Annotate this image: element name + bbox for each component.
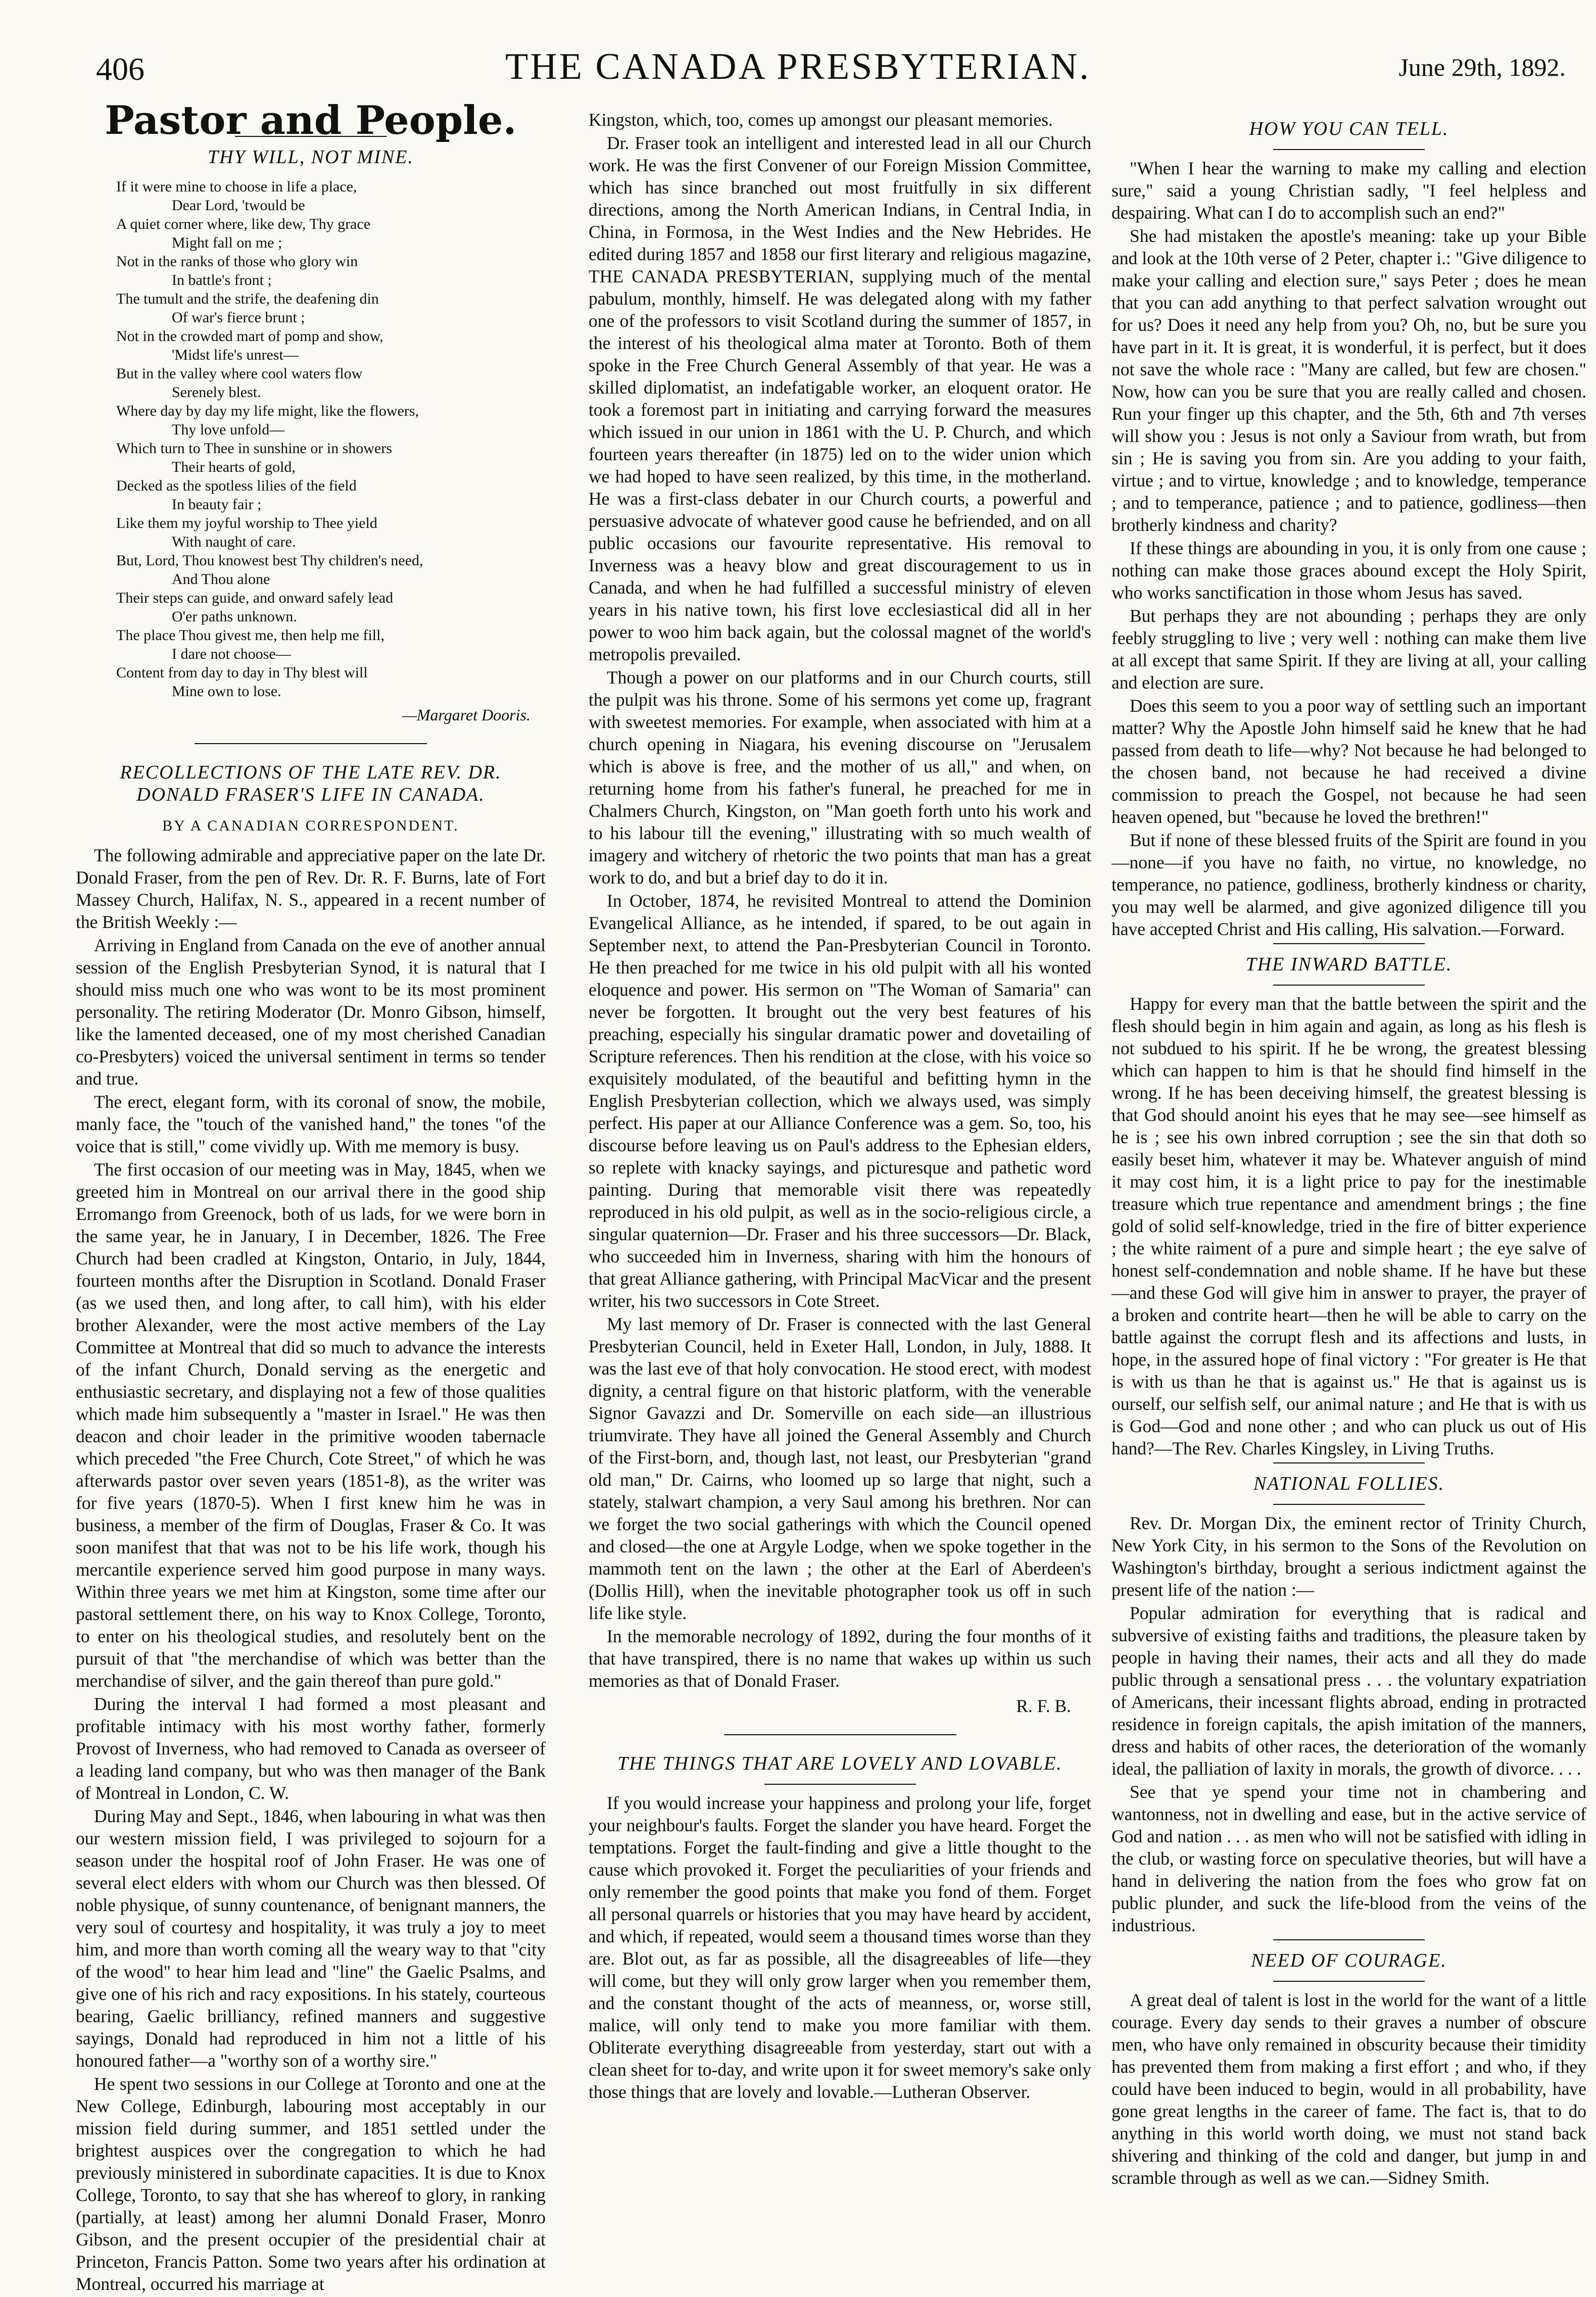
paragraph: If these things are abounding in you, it is only from one cause ; nothing can make those graces abound except the Holy Spirit, who works sanctification in those whom Jesus has saved. xyxy=(1111,538,1586,603)
poem-line: With naught of care. xyxy=(172,533,296,550)
poem-line: But, Lord, Thou knowest best Thy children's need, xyxy=(116,552,423,569)
article-signature: R. F. B. xyxy=(1016,1696,1071,1716)
paragraph: During the interval I had formed a most pleasant and profitable intimacy with his most worthy father, formerly Provost of Inverness, who had removed to Canada as overseer of a leading land company, but who was then manager of the Bank of Montreal in London, C. W. xyxy=(76,1694,546,1803)
paragraph: The first occasion of our meeting was in May, 1845, when we greeted him in Montreal on our arrival there in the good ship Erromango from Greenock, both of us lads, for we were born in the same year, he in January, I in December, 1826. The Free Church had been cradled at Kingston, Ontario, in July, 1844, fourteen months after the Disruption in Scotland. Donald Fraser (as we used then, and long after, to call him), with his elder brother Alexander, were the most active members of the Lay Committee at Montreal that did so much to advance the interests of the infant Church, Donald serving as the energetic and enthusiastic secretary, and displaying not a few of those qualities which made him subsequently a "master in Israel." He was then deacon and choir leader in the primitive wooden tabernacle which preceded "the Free Church, Cote Street," of which he was afterwards pastor over seven years (1851-8), as the writer was for five years (1870-5). When I first knew him he was in business, a member of the firm of Douglas, Fraser & Co. It was soon manifest that that was not to be his life work, though his mercantile experience served him good purpose in many ways. Within three years we met him at Kingston, some time after our pastoral settlement there, on his way to Knox College, Toronto, to enter on his theological studies, and resolutely bent on the pursuit of that "the merchandise of which was better than the merchandise of silver, and the gain thereof than pure gold." xyxy=(76,1159,546,1691)
paragraph: Happy for every man that the battle between the spirit and the flesh should begin in him again and again, as long as his flesh is not subdued to his spirit. If he be wrong, the greatest blessing which can happen to him is that he should find himself in the wrong. If he has been deceiving himself, the greatest blessing is that God should anoint his eyes that he may see—see himself as he is ; see his own inbred corruption ; see the sin that doth so easily beset him, whatever it may be. Whatever anguish of mind it may cost him, it is a light price to pay for the inestimable treasure which true repentance and amendment brings ; the fine gold of solid self-knowledge, tried in the fire of bitter experience ; the white raiment of a pure and simple heart ; the eye salve of honest self-condemnation and noble shame. If he have but these—and these God will give him in answer to prayer, the prayer of a broken and contrite heart—then he will be able to carry on the battle against the corrupt flesh and its affections and lusts, in hope, in the assured hope of final victory : "For greater is He that is with us than he that is against us." He that is against us is ourself, our selfish self, our animal nature ; and He that is with us is God—God and none other ; and who can pluck us out of His hand?—The Rev. Charles Kingsley, in Living Truths. xyxy=(1111,994,1586,1458)
issue-date: June 29th, 1892. xyxy=(1398,53,1566,81)
poem-line: And Thou alone xyxy=(172,571,270,588)
poem-author: —Margaret Dooris. xyxy=(402,706,530,724)
poem-line: Which turn to Thee in sunshine or in showers xyxy=(116,440,393,457)
article-title: THE THINGS THAT ARE LOVELY AND LOVABLE. xyxy=(617,1753,1062,1774)
poem-line: In battle's front ; xyxy=(172,272,272,288)
paragraph: But if none of these blessed fruits of the Spirit are found in you—none—if you have no faith, no virtue, no knowledge, no temperance, no patience, godliness, brotherly kindness or charity, you may well be alarmed, and give agonized diligence till you have accepted Christ and His calling, His salvation.—Forward. xyxy=(1111,830,1586,939)
article-body xyxy=(76,844,546,2295)
paragraph: During May and Sept., 1846, when labouring in what was then our western mission field, I was privileged to sojourn for a season under the hospital roof of John Fraser. He was one of several elect elders with whom our Church was then blessed. Of noble physique, of sunny countenance, of benignant manners, the very soul of courtesy and hospitality, it was truly a joy to meet him, and more than worth coming all the weary way to that "city of the wood" to hear him lead and "line" the Gaelic Psalms, and give one of his rich and racy expositions. In his stately, courteous bearing, Gaelic brilliancy, refined manners and suggestive sayings, Donald had reproduced in him not a little of his honoured father—a "worthy son of a worthy sire." xyxy=(76,1806,546,2071)
column-2 xyxy=(589,109,1091,2104)
article-body xyxy=(1111,993,1586,1459)
poem-line: Where day by day my life might, like the flowers, xyxy=(116,403,419,419)
poem-line: The place Thou givest me, then help me fill, xyxy=(116,627,384,644)
poem-line: Mine own to lose. xyxy=(172,683,281,700)
poem-body xyxy=(116,177,546,701)
poem-line: I dare not choose— xyxy=(172,646,291,662)
paragraph: In October, 1874, he revisited Montreal to attend the Dominion Evangelical Alliance, as he intended, if spared, to be out again in September next, to attend the Pan-Presbyterian Council in Toronto. He then preached for me twice in his old pulpit with all his wonted eloquence and power. His sermon on "The Woman of Samaria" can never be forgotten. It brought out the very best features of his preaching, especially his singular dramatic power and dovetailing of Scripture references. Then his rendition at the close, with his voice so exquisitely modulated, of the beautiful and befitting hymn in the English Presbyterian collection, which we always used, was simply perfect. His paper at our Alliance Conference was a gem. So, too, his discourse before leaving us on Paul's address to the Ephesian elders, so replete with knacky sayings, and picturesque and pathetic word painting. During that memorable visit there was repeatedly reproduced in his old pulpit, as well as in the socio-religious circle, a singular quaternion—Dr. Fraser and his three successors—Dr. Black, who succeeded him in Inverness, sharing with him the honours of that great Alliance gathering, with Principal MacVicar and the present writer, his two successors in Cote Street. xyxy=(589,891,1091,1311)
paragraph: "When I hear the warning to make my calling and election sure," said a young Christian sadly, "I feel helpless and despairing. What can I do to accomplish such an end?" xyxy=(1111,158,1586,223)
poem-line: Decked as the spotless lilies of the field xyxy=(116,477,357,494)
paragraph: Popular admiration for everything that is radical and subversive of existing faiths and traditions, the pleasure taken by people in having their names, their acts and all they do made public through a sensational press . . . the voluntary expatriation of Americans, their incessant flights abroad, ending in protracted residence in foreign capitals, the apish imitation of the manners, dress and habits of other races, the deterioration of the womanly ideal, the palliation of laxity in morals, the growth of divorce. . . . xyxy=(1111,1603,1586,1779)
poem-line: In beauty fair ; xyxy=(172,496,262,513)
article-title: HOW YOU CAN TELL. xyxy=(1249,118,1449,139)
paragraph: He spent two sessions in our College at Toronto and one at the New College, Edinburgh, labouring most acceptably in our mission field during summer, and 1851 settled under the brightest auspices over the congregation to which he had previously ministered in subordinate capacities. It is due to Knox College, Toronto, to say that she has whereof to glory, in ranking (partially, at least) among her alumni Donald Fraser, Monro Gibson, and the present occupier of the presidential chair at Princeton, Francis Patton. Some two years after his ordination at Montreal, occurred his marriage at xyxy=(76,2074,546,2294)
divider xyxy=(1273,1462,1425,1463)
divider xyxy=(1273,985,1425,986)
poem-line: Their steps can guide, and onward safely lead xyxy=(116,590,394,606)
column-3 xyxy=(1111,109,1586,2291)
poem-line: O'er paths unknown. xyxy=(172,608,297,625)
poem-line: But in the valley where cool waters flow xyxy=(116,365,363,382)
divider xyxy=(1273,149,1425,150)
article-title: NATIONAL FOLLIES. xyxy=(1253,1473,1445,1494)
divider xyxy=(1273,943,1425,944)
poem-line: Not in the crowded mart of pomp and show, xyxy=(116,328,383,345)
poem-line: Content from day to day in Thy blest will xyxy=(116,664,368,681)
divider xyxy=(195,743,427,744)
divider xyxy=(764,1784,916,1785)
divider xyxy=(724,1734,956,1735)
article-body xyxy=(589,1792,1091,2103)
paragraph: But perhaps they are not abounding ; perhaps they are only feebly struggling to live ; very well : nothing can make them live at all except that same Spirit. If they are living at all, your calling and election are sure. xyxy=(1111,606,1586,693)
poem-title: THY WILL, NOT MINE. xyxy=(208,146,414,168)
paragraph: Dr. Fraser took an intelligent and interested lead in all our Church work. He was the first Convener of our Foreign Mission Committee, which has since branched out most fruitfully in six different directions, among the North American Indians, in Central India, in China, in Formosa, in the West Indies and the New Hebrides. He edited during 1857 and 1858 our first literary and religious magazine, THE CANADA PRESBYTERIAN, supplying much of the mental pabulum, monthly, himself. He was delegated along with my father one of the professors to visit Scotland during the summer of 1857, in the interest of his theological alma mater at Toronto. Both of them spoke in the Free Church General Assembly of that year. He was a skilled diplomatist, an indefatigable worker, an eloquent orator. He took a foremost part in initiating and carrying forward the measures which issued in our union in 1861 with the U. P. Church, and which fourteen years thereafter (in 1875) led on to the wider union which we had hoped to have seen realized, by this time, in the motherland. He was a first-class debater in our Church courts, a powerful and persuasive advocate of whatever good cause he befriended, and on all public occasions our favourite representative. His removal to Inverness was a heavy blow and great discouragement to us in Canada, and when he had fulfilled a successful ministry of eleven years in his native town, his first love ecclesiastical did all in her power to woo him back again, but the colossal magnet of the world's metropolis prevailed. xyxy=(589,133,1091,664)
paragraph: She had mistaken the apostle's meaning: take up your Bible and look at the 10th verse of 2 Peter, chapter i.: "Give diligence to make your calling and election sure," says Peter ; does he mean that you can add anything to that perfect salvation wrought out for us? Does it need any help from you? Oh, no, but be sure you have part in it. It is great, it is wonderful, it is perfect, but it does not save the whole race : "Many are called, but few are chosen." Now, how can you be sure that you are really called and chosen. Run your finger up this chapter, and the 5th, 6th and 7th verses will show you : Jesus is not only a Saviour from wrath, but from sin ; He is saving you from sin. Are you adding to your faith, virtue ; and to virtue, knowledge ; and to knowledge, temperance ; and to temperance, patience ; and to patience, godliness—then brotherly kindness and charity? xyxy=(1111,226,1586,535)
poem-line: A quiet corner where, like dew, Thy grace xyxy=(116,216,371,232)
poem-line: Of war's fierce brunt ; xyxy=(172,309,305,326)
poem-line: If it were mine to choose in life a place, xyxy=(116,178,357,195)
article-body xyxy=(1111,1512,1586,1936)
article-title: THE INWARD BATTLE. xyxy=(1245,954,1453,975)
divider xyxy=(1273,1981,1425,1982)
divider xyxy=(1273,1504,1425,1505)
article-body xyxy=(1111,157,1586,940)
article-title: RECOLLECTIONS OF THE LATE REV. DR. DONALD FRASER'S LIFE IN CANADA. xyxy=(120,762,502,805)
poem-line: Dear Lord, 'twould be xyxy=(172,197,305,214)
paragraph: Rev. Dr. Morgan Dix, the eminent rector of Trinity Church, New York City, in his sermon to the Sons of the Revolution on Washington's birthday, brought a serious indictment against the present life of the nation :— xyxy=(1111,1513,1586,1600)
article-body xyxy=(1111,1989,1586,2189)
poem-line: Their hearts of gold, xyxy=(172,459,296,475)
article-byline: BY A CANADIAN CORRESPONDENT. xyxy=(162,817,459,834)
poem-line: Like them my joyful worship to Thee yield xyxy=(116,515,377,531)
article-title: NEED OF COURAGE. xyxy=(1251,1950,1447,1971)
poem-line: Not in the ranks of those who glory win xyxy=(116,253,358,270)
poem-line: Might fall on me ; xyxy=(172,234,282,251)
article-body-continued xyxy=(589,109,1091,1692)
poem-line: Serenely blest. xyxy=(172,384,261,401)
poem-line: Thy love unfold— xyxy=(172,421,285,438)
paragraph: A great deal of talent is lost in the world for the want of a little courage. Every day sends to their graves a number of obscure men, who have only remained in obscurity because their timidity has prevented them from making a first effort ; and who, if they could have been induced to begin, would in all probability, have gone great lengths in the career of fame. The fact is, that to do anything in this world worth doing, we must not stand back shivering and thinking of the cold and danger, but jump in and scramble through as well as we can.—Sidney Smith. xyxy=(1111,1990,1586,2188)
poem-line: The tumult and the strife, the deafening din xyxy=(116,290,379,307)
paragraph: Kingston, which, too, comes up amongst our pleasant memories. xyxy=(589,110,1053,130)
paragraph: The erect, elegant form, with its coronal of snow, the mobile, manly face, the "touch of the vanished hand," the tones "of the voice that is still," come vividly up. With me memory is busy. xyxy=(76,1092,546,1156)
paragraph: Though a power on our platforms and in our Church courts, still the pulpit was his throne. Some of his sermons yet come up, fragrant with sweetest memories. For example, when associated with him at a church opening in Niagara, his evening discourse on "Jerusalem which is above is free, and the mother of us all," and when, on returning home from his father's funeral, he preached for me in Chalmers Church, Kingston, on "Man goeth forth unto his work and to his labour till the evening," illustrating with so much wealth of imagery and witchery of rhetoric the two points that man has a great work to do, and but a brief day to do it in. xyxy=(589,667,1091,888)
page-header xyxy=(0,45,1596,101)
divider xyxy=(1273,1939,1425,1940)
paragraph: Does this seem to you a poor way of settling such an important matter? Why the Apostle John himself said he knew that he had passed from death to life—why? Not because he had belonged to the chosen band, not because he had received a divine commission to preach the Gospel, not because he had seen heaven opened, but "because he loved the brethren!" xyxy=(1111,696,1586,827)
masthead-title: THE CANADA PRESBYTERIAN. xyxy=(505,46,1091,87)
paragraph: My last memory of Dr. Fraser is connected with the last General Presbyterian Council, held in Exeter Hall, London, in July, 1888. It was the last eve of that holy convocation. He stood erect, with modest dignity, a central figure on that historic platform, with the venerable Signor Gavazzi and Dr. Somerville on each side—an illustrious triumvirate. They have all joined the General Assembly and Church of the First-born, and, though last, not least, our Presbyterian "grand old man," Dr. Cairns, who loomed up so large that night, such a stately, stalwart champion, a very Saul among his brethren. Nor can we forget the two social gatherings with which the Council opened and closed—the one at Argyle Lodge, when we spoke together in the mammoth tent on the lawn ; the other at the Earl of Aberdeen's (Dollis Hill), when the inevitable photographer took us off in such life like style. xyxy=(589,1314,1091,1623)
poem-line: 'Midst life's unrest— xyxy=(172,347,299,363)
section-title: Pastor and People. xyxy=(105,97,517,143)
paragraph: In the memorable necrology of 1892, during the four months of it that have transpired, there is no name that wakes up within us such memories as that of Donald Fraser. xyxy=(589,1626,1091,1691)
paragraph: The following admirable and appreciative paper on the late Dr. Donald Fraser, from the pen of Rev. Dr. R. F. Burns, late of Fort Massey Church, Halifax, N. S., appeared in a recent number of the British Weekly :— xyxy=(76,845,546,932)
page-number: 406 xyxy=(96,51,144,87)
paragraph: See that ye spend your time not in chambering and wantonness, not in dwelling and ease, but in the active service of God and nation . . . as men who will not be satisfied with idling in the club, or wasting force on speculative theories, but will have a hand in delivering the nation from the foes who grow fat on public plunder, and suck the life-blood from the veins of the industrious. xyxy=(1111,1782,1586,1935)
column-1 xyxy=(76,97,546,2296)
paragraph: If you would increase your happiness and prolong your life, forget your neighbour's faults. Forget the slander you have heard. Forget the temptations. Forget the fault-finding and give a little thought to the cause which provoked it. Forget the peculiarities of your friends and only remember the good points that make you fond of them. Forget all personal quarrels or histories that you may have heard by accident, and which, if repeated, would seem a thousand times worse than they are. Blot out, as far as possible, all the disagreeables of life—they will come, but they will only grow larger when you remember them, and the constant thought of the acts of meanness, or, worse still, malice, will only tend to make you more familiar with them. Obliterate everything disagreeable from yesterday, start out with a clean sheet for to-day, and write upon it for sweet memory's sake only those things that are lovely and lovable.—Lutheran Observer. xyxy=(589,1793,1091,2102)
paragraph: Arriving in England from Canada on the eve of another annual session of the English Presbyterian Synod, it is natural that I should miss much one who was wont to be its most prominent personality. The retiring Moderator (Dr. Monro Gibson, himself, like the lamented deceased, one of my most cherished Canadian co-Presbyters) voiced the universal sentiment in terms so tender and true. xyxy=(76,935,546,1089)
